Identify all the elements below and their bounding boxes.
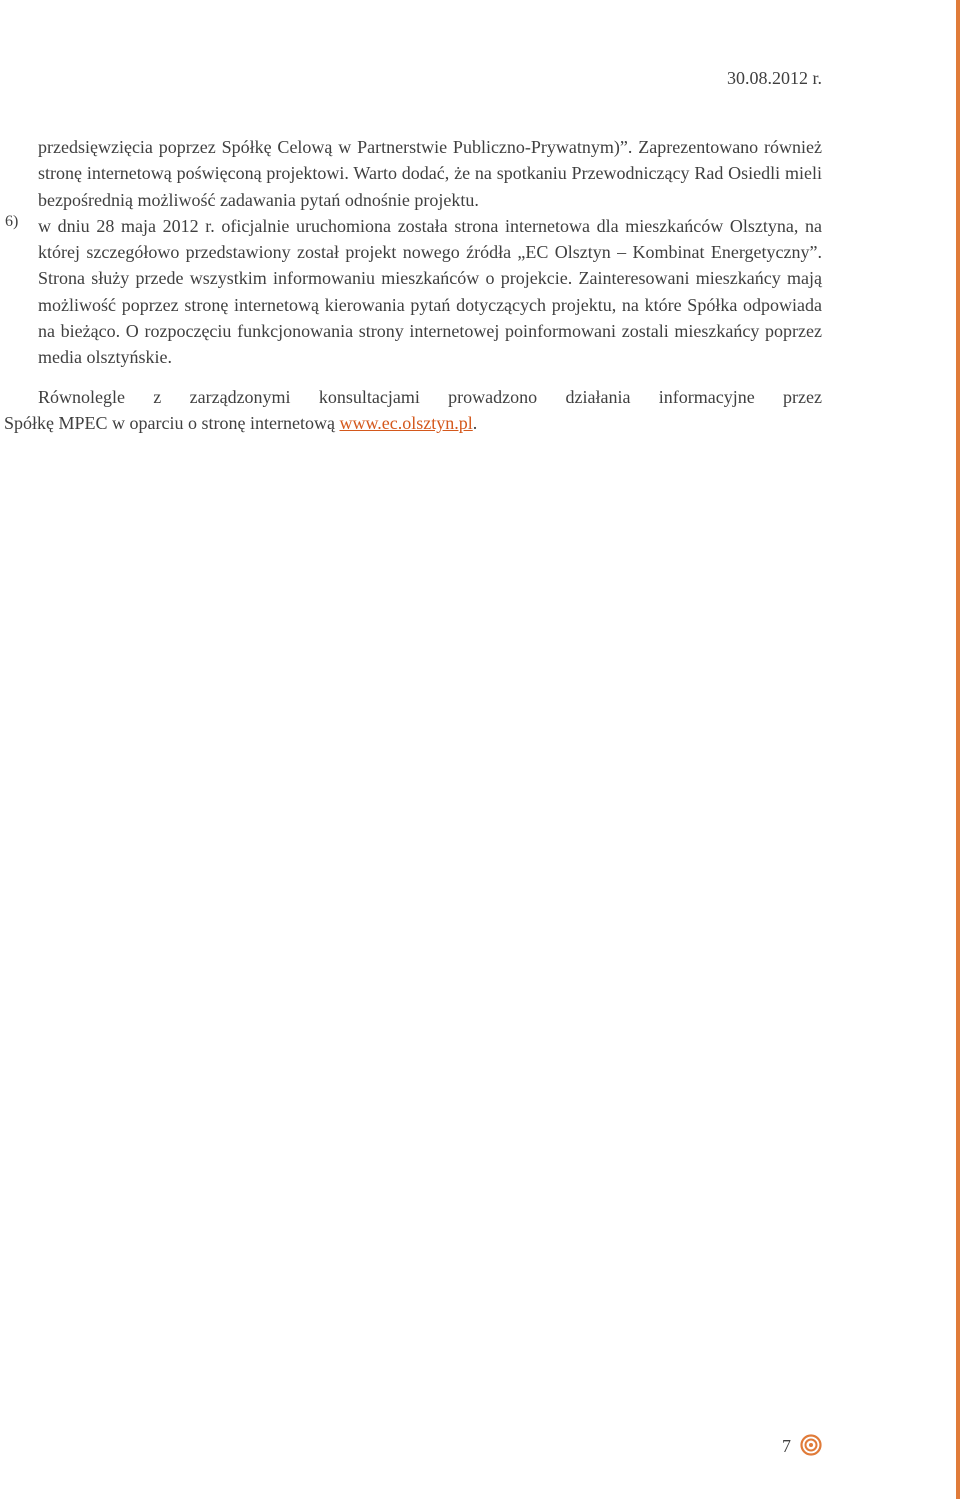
closing-line-2-prefix: Spółkę MPEC w oparciu o stronę internetową <box>4 412 340 433</box>
closing-line-2-suffix: . <box>472 412 478 433</box>
website-link[interactable]: www.ec.olsztyn.pl <box>339 412 473 433</box>
list-item-text: w dniu 28 maja 2012 r. oficjalnie uruchomiona została strona internetowa dla mieszkańców Olsztyna, na której szczegółowo przedstawiony został projekt nowego źródła „EC Olsztyn – Kombinat Energetyczny”. Strona służy przede wszystkim informowaniu mieszkańców o projekcie. Zainteresowani mieszkańcy mają możliwość poprzez stronę internetową kierowania pytań dotyczących projektu, na które Spółka odpowiada na bieżąco. O rozpoczęciu funkcjonowania strony internetowej poinformowani zostali mieszkańcy poprzez media olsztyńskie. <box>38 215 822 368</box>
concentric-circles-icon <box>800 1434 822 1456</box>
list-item-6 <box>5 212 822 371</box>
closing-paragraph <box>4 384 822 437</box>
document-body <box>0 134 960 436</box>
list-number: 6) <box>5 212 19 230</box>
continuation-paragraph: przedsięwzięcia poprzez Spółkę Celową w Partnerstwie Publiczno-Prywatnym)”. Zaprezentowano również stronę internetową poświęconą projektowi. Warto dodać, że na spotkaniu Przewodniczący Rad Osiedli mieli bezpośrednią możliwość zadawania pytań odnośnie projektu. <box>38 137 822 210</box>
page-number: 7 <box>782 1436 791 1456</box>
closing-line-2 <box>4 410 822 436</box>
header-date: 30.08.2012 r. <box>726 68 822 88</box>
closing-line-1: Równolegle z zarządzonymi konsultacjami prowadzono działania informacyjne przez <box>38 386 822 407</box>
